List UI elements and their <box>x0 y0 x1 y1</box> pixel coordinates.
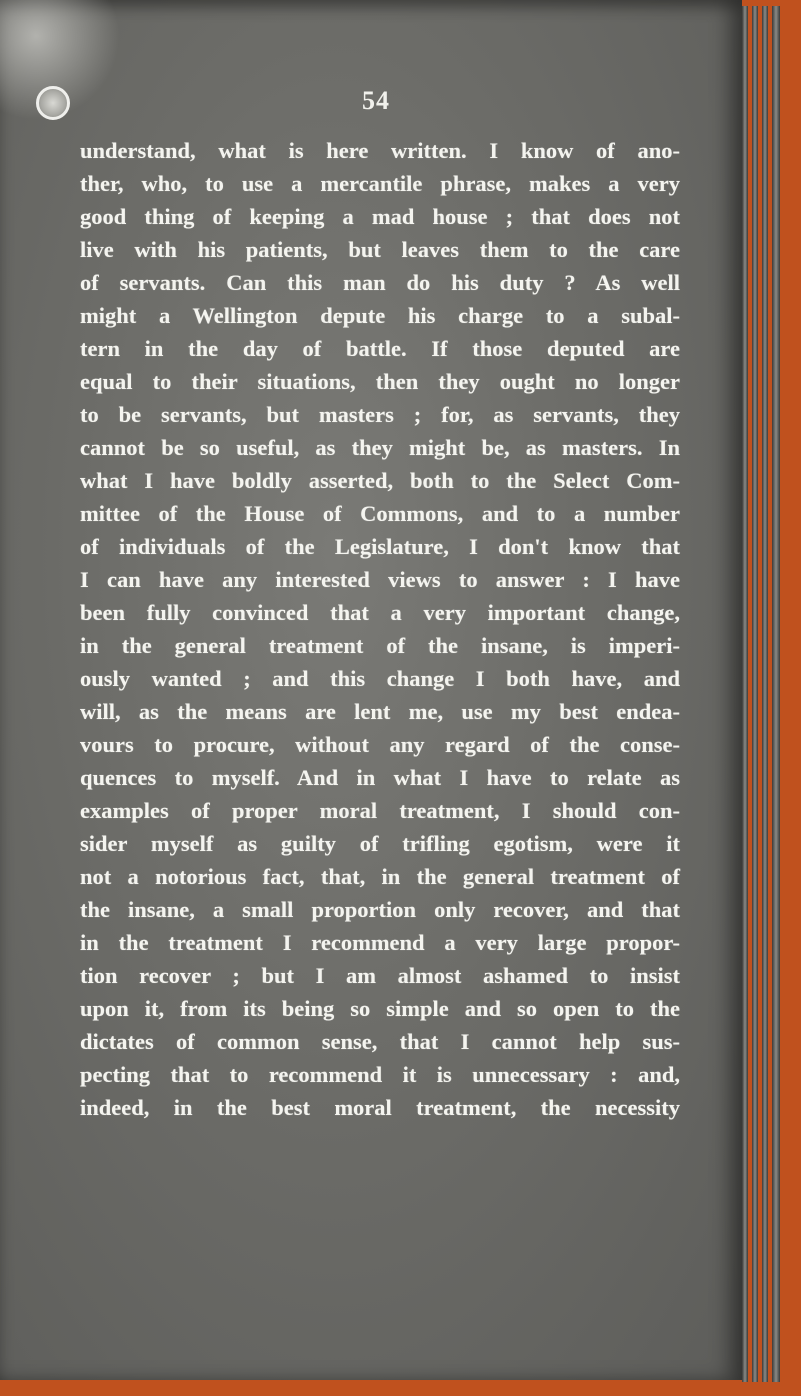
text-line: ously wanted ; and this change I both have, and <box>80 666 680 691</box>
library-stamp-icon <box>36 86 70 120</box>
page-edge <box>772 6 780 1382</box>
text-line: upon it, from its being so simple and so open to the <box>80 996 680 1021</box>
text-line: of servants. Can this man do his duty ? As well <box>80 270 680 295</box>
text-line: might a Wellington depute his charge to a subal- <box>80 303 680 328</box>
text-line: sider myself as guilty of trifling egotism, were it <box>80 831 680 856</box>
text-line: quences to myself. And in what I have to relate as <box>80 765 680 790</box>
text-line: tern in the day of battle. If those deputed are <box>80 336 680 361</box>
page-number: 54 <box>362 86 390 115</box>
text-line: pecting that to recommend it is unnecessary : and, <box>80 1062 680 1087</box>
text-line: the insane, a small proportion only recover, and that <box>80 897 680 922</box>
text-line: I can have any interested views to answer : I have <box>80 567 680 592</box>
page-edge <box>752 6 758 1382</box>
text-line: in the treatment I recommend a very large propor- <box>80 930 680 955</box>
text-line: live with his patients, but leaves them to the care <box>80 237 680 262</box>
text-line: good thing of keeping a mad house ; that does not <box>80 204 680 229</box>
text-line: cannot be so useful, as they might be, as masters. In <box>80 435 680 460</box>
page-edge <box>762 6 768 1382</box>
text-line: not a notorious fact, that, in the general treatment of <box>80 864 680 889</box>
text-line: equal to their situations, then they ought no longer <box>80 369 680 394</box>
page-edge <box>742 6 748 1382</box>
text-line: understand, what is here written. I know of ano- <box>80 138 680 163</box>
text-line: tion recover ; but I am almost ashamed to insist <box>80 963 680 988</box>
text-line: to be servants, but masters ; for, as servants, they <box>80 402 680 427</box>
text-line: ther, who, to use a mercantile phrase, makes a very <box>80 171 680 196</box>
body-text <box>80 134 680 1124</box>
text-line: been fully convinced that a very important change, <box>80 600 680 625</box>
text-line: will, as the means are lent me, use my best endea- <box>80 699 680 724</box>
text-line: in the general treatment of the insane, is imperi- <box>80 633 680 658</box>
text-line: vours to procure, without any regard of the conse- <box>80 732 680 757</box>
text-line: dictates of common sense, that I cannot help sus- <box>80 1029 680 1054</box>
text-line: mittee of the House of Commons, and to a number <box>80 501 680 526</box>
text-line: examples of proper moral treatment, I should con- <box>80 798 680 823</box>
text-line: what I have boldly asserted, both to the Select Com- <box>80 468 680 493</box>
text-line: indeed, in the best moral treatment, the necessity <box>80 1095 680 1120</box>
text-line: of individuals of the Legislature, I don't know that <box>80 534 680 559</box>
